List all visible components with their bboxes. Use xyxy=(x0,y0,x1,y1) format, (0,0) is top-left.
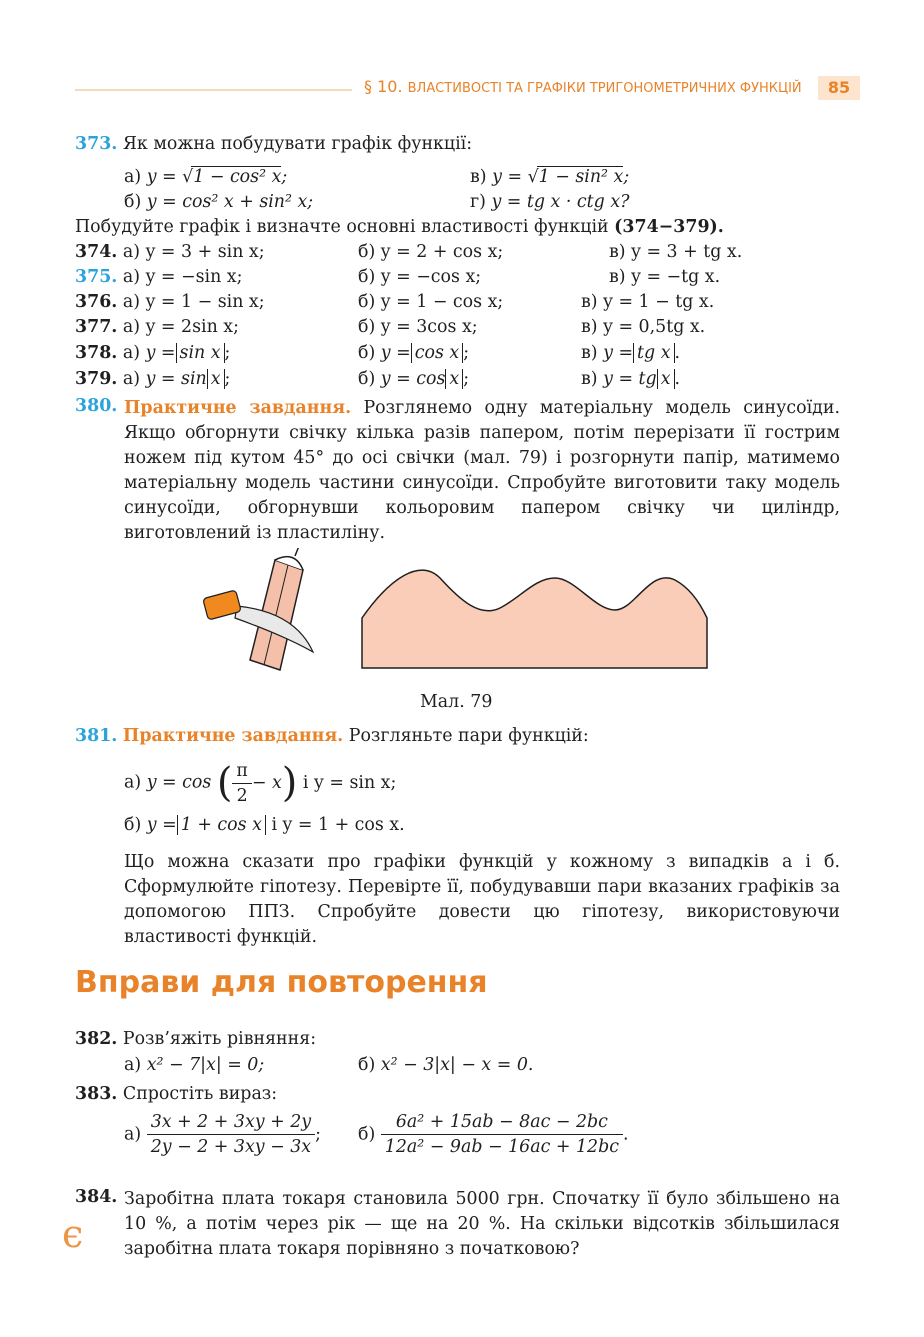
item-label: в) xyxy=(581,343,598,363)
exercise-381-b xyxy=(124,815,405,835)
formula-suffix: ; xyxy=(224,369,231,389)
exercise-379-b xyxy=(358,369,469,389)
numerator: 3x + 2 + 3xy + 2y xyxy=(147,1112,315,1135)
formula-suffix: і y = sin x; xyxy=(302,773,397,793)
header-rule xyxy=(75,89,352,91)
exercise-373-a: а) y = √1 − cos² x; xyxy=(124,167,288,187)
formula-suffix: ; xyxy=(463,369,470,389)
item-label: а) xyxy=(122,369,141,389)
exercise-row xyxy=(75,267,242,287)
instruction-range: (374−379). xyxy=(614,217,724,237)
exercise-381-question: Що можна сказати про графіки функцій у кожному з випадків а і б. Сформулюйте гіпотезу. Перевірте її, побудувавши пари вказаних графіків за допомогою ППЗ. Спробуйте довести цю гіпотезу, використовуючи властивості функцій. xyxy=(124,852,840,947)
section-number: § 10. xyxy=(364,77,403,96)
numerator: π xyxy=(232,761,251,784)
page-number: 85 xyxy=(818,76,860,100)
exercise-380-text xyxy=(124,396,840,546)
exercise-379 xyxy=(75,369,230,389)
formula-suffix: ; xyxy=(463,343,470,363)
exercise-number: 380. xyxy=(75,396,118,416)
item-label: б) xyxy=(358,1124,376,1145)
unrolled-paper-sine xyxy=(362,570,707,668)
denominator: 12a² − 9ab − 16ac + 12bc xyxy=(384,1137,619,1157)
item-label: б) xyxy=(124,815,142,835)
item-label: б) xyxy=(358,1055,376,1075)
denominator: 2 xyxy=(236,785,248,806)
item-a: а) y = −sin x; xyxy=(122,267,243,287)
exercise-373 xyxy=(75,134,472,154)
exercise-row xyxy=(75,317,239,337)
exercise-number: 377. xyxy=(75,317,118,337)
formula-suffix: . xyxy=(622,1124,629,1145)
denominator: 2y − 2 + 3xy − 3x xyxy=(150,1137,312,1157)
formula-prefix: y = cos xyxy=(380,369,446,389)
exercise-378-c xyxy=(581,343,680,363)
exercise-382 xyxy=(75,1029,316,1049)
item-c: в) y = −tg x. xyxy=(609,267,721,287)
exercise-row xyxy=(75,292,265,312)
abs-expression: x xyxy=(445,369,463,389)
formula-suffix: ; xyxy=(623,167,630,187)
sqrt-radicand: 1 − cos² x xyxy=(193,167,282,187)
exercise-373-v: в) y = √1 − sin² x; xyxy=(470,167,630,187)
exercise-373-g xyxy=(470,192,629,212)
item-a: а) y = 2sin x; xyxy=(122,317,239,337)
exercise-number: 379. xyxy=(75,369,118,389)
abs-expression: tg x xyxy=(633,343,674,363)
exercise-number: 375. xyxy=(75,267,118,287)
exercise-381-a: а) y = cos ( $\frac{\pi}{2}$ − x) і y = sin x; xyxy=(124,760,397,806)
formula: x² − 3|x| − x = 0. xyxy=(380,1055,534,1075)
item-label: а) xyxy=(122,343,141,363)
formula-suffix: ; xyxy=(281,167,288,187)
figure-79 xyxy=(195,548,725,678)
formula-suffix: . xyxy=(674,343,681,363)
item-label: а) xyxy=(124,772,142,793)
item-label: в) xyxy=(581,369,598,389)
fraction xyxy=(147,1112,315,1157)
exercise-number: 373. xyxy=(75,134,118,154)
exercise-number: 374. xyxy=(75,242,118,262)
task-label: Практичне завдання. xyxy=(124,398,352,418)
item-label: в) xyxy=(470,167,487,187)
formula-prefix: y = xyxy=(145,343,176,363)
exercise-383-a xyxy=(124,1112,321,1157)
item-label: б) xyxy=(358,369,376,389)
formula-rest: − x xyxy=(251,773,282,793)
item-c: в) y = 3 + tg x. xyxy=(609,242,743,262)
item-label: а) xyxy=(124,1124,142,1145)
instruction xyxy=(75,217,724,237)
item-label: а) xyxy=(124,1055,142,1075)
exercise-378-b xyxy=(358,343,469,363)
formula-prefix: y = xyxy=(146,815,177,835)
exercise-text: Спростіть вираз: xyxy=(122,1084,278,1104)
item-label: г) xyxy=(470,192,486,212)
item-c: в) y = 1 − tg x. xyxy=(581,292,715,312)
item-a: а) y = 3 + sin x; xyxy=(122,242,265,262)
exercise-382-a xyxy=(124,1055,264,1075)
formula-prefix: y = xyxy=(146,167,177,187)
exercise-text: Розгляньте пари функцій: xyxy=(348,726,589,746)
section-title: ВЛАСТИВОСТІ ТА ГРАФІКИ ТРИГОНОМЕТРИЧНИХ ФУНКЦІЙ xyxy=(407,81,802,96)
abs-expression: cos x xyxy=(411,343,463,363)
instruction-text: Побудуйте графік і визначте основні властивості функцій xyxy=(75,217,609,237)
exercise-379-c xyxy=(581,369,680,389)
formula-prefix: y = xyxy=(603,343,634,363)
section-heading: Вправи для повторення xyxy=(75,965,488,1000)
formula-prefix: y = xyxy=(380,343,411,363)
exercise-number: 381. xyxy=(75,726,118,746)
exercise-384-text: Заробітна плата токаря становила 5000 грн. Спочатку її було збільшено на 10 %, а потім через рік — ще на 20 %. На скільки відсотків збільшилася заробітна плата токаря порівняно з початковою? xyxy=(124,1189,840,1259)
task-label: Практичне завдання. xyxy=(122,726,344,746)
item-a: а) y = 1 − sin x; xyxy=(122,292,265,312)
task-text: Розглянемо одну матеріальну модель синусоїди. Якщо обгорнути свічку кілька разів папером, потім перерізати її гострим ножем під кутом 45° до осі свічки (мал. 79) і розгорнути папір, матимемо матеріальну модель частини синусоїди. Спробуйте виготовити таку модель синусоїди, обгорнувши кольоровим папером свічку чи циліндр, виготовлений із пластиліну. xyxy=(124,398,840,543)
exercise-373-b xyxy=(124,192,313,212)
numerator: 6a² + 15ab − 8ac − 2bc xyxy=(381,1112,623,1135)
running-header xyxy=(364,77,802,96)
item-c: в) y = 0,5tg x. xyxy=(581,317,706,337)
item-b: б) y = 2 + cos x; xyxy=(358,242,504,262)
item-label: а) xyxy=(124,167,142,187)
formula-suffix: ; xyxy=(224,343,231,363)
abs-expression: 1 + cos x xyxy=(177,815,266,835)
exercise-382-b xyxy=(358,1055,533,1075)
exercise-383-b xyxy=(358,1112,628,1157)
abs-expression: sin x xyxy=(176,343,225,363)
item-b: б) y = −cos x; xyxy=(358,267,482,287)
formula-suffix: і y = 1 + cos x. xyxy=(271,815,405,835)
exercise-number: 376. xyxy=(75,292,118,312)
item-label: б) xyxy=(124,192,142,212)
exercise-number: 382. xyxy=(75,1029,118,1049)
item-label: б) xyxy=(358,343,376,363)
abs-expression: x xyxy=(657,369,675,389)
fraction xyxy=(381,1112,623,1157)
formula: y = tg x · ctg x? xyxy=(491,192,630,212)
figure-caption: Мал. 79 xyxy=(420,692,493,712)
exercise-text: Як можна побудувати графік функції: xyxy=(122,134,473,154)
formula-prefix: y = sin xyxy=(145,369,207,389)
exercise-381 xyxy=(75,726,589,746)
formula: x² − 7|x| = 0; xyxy=(146,1055,265,1075)
exercise-378 xyxy=(75,343,230,363)
formula-suffix: ; xyxy=(315,1124,321,1145)
exercise-text: Розв’яжіть рівняння: xyxy=(122,1029,317,1049)
abs-expression: x xyxy=(207,369,225,389)
exercise-number: 383. xyxy=(75,1084,118,1104)
exercise-row xyxy=(75,242,265,262)
exercise-number: 378. xyxy=(75,343,118,363)
formula-prefix: y = cos xyxy=(146,772,212,793)
sqrt-radicand: 1 − sin² x xyxy=(538,167,624,187)
exercise-383 xyxy=(75,1084,277,1104)
exercise-number: 384. xyxy=(75,1187,118,1207)
formula-suffix: . xyxy=(674,369,681,389)
formula-prefix: y = xyxy=(492,167,523,187)
publisher-logo-icon: є xyxy=(62,1212,84,1256)
item-b: б) y = 3cos x; xyxy=(358,317,478,337)
fraction xyxy=(232,761,251,806)
item-b: б) y = 1 − cos x; xyxy=(358,292,504,312)
formula: y = cos² x + sin² x; xyxy=(146,192,314,212)
formula-prefix: y = tg xyxy=(603,369,657,389)
